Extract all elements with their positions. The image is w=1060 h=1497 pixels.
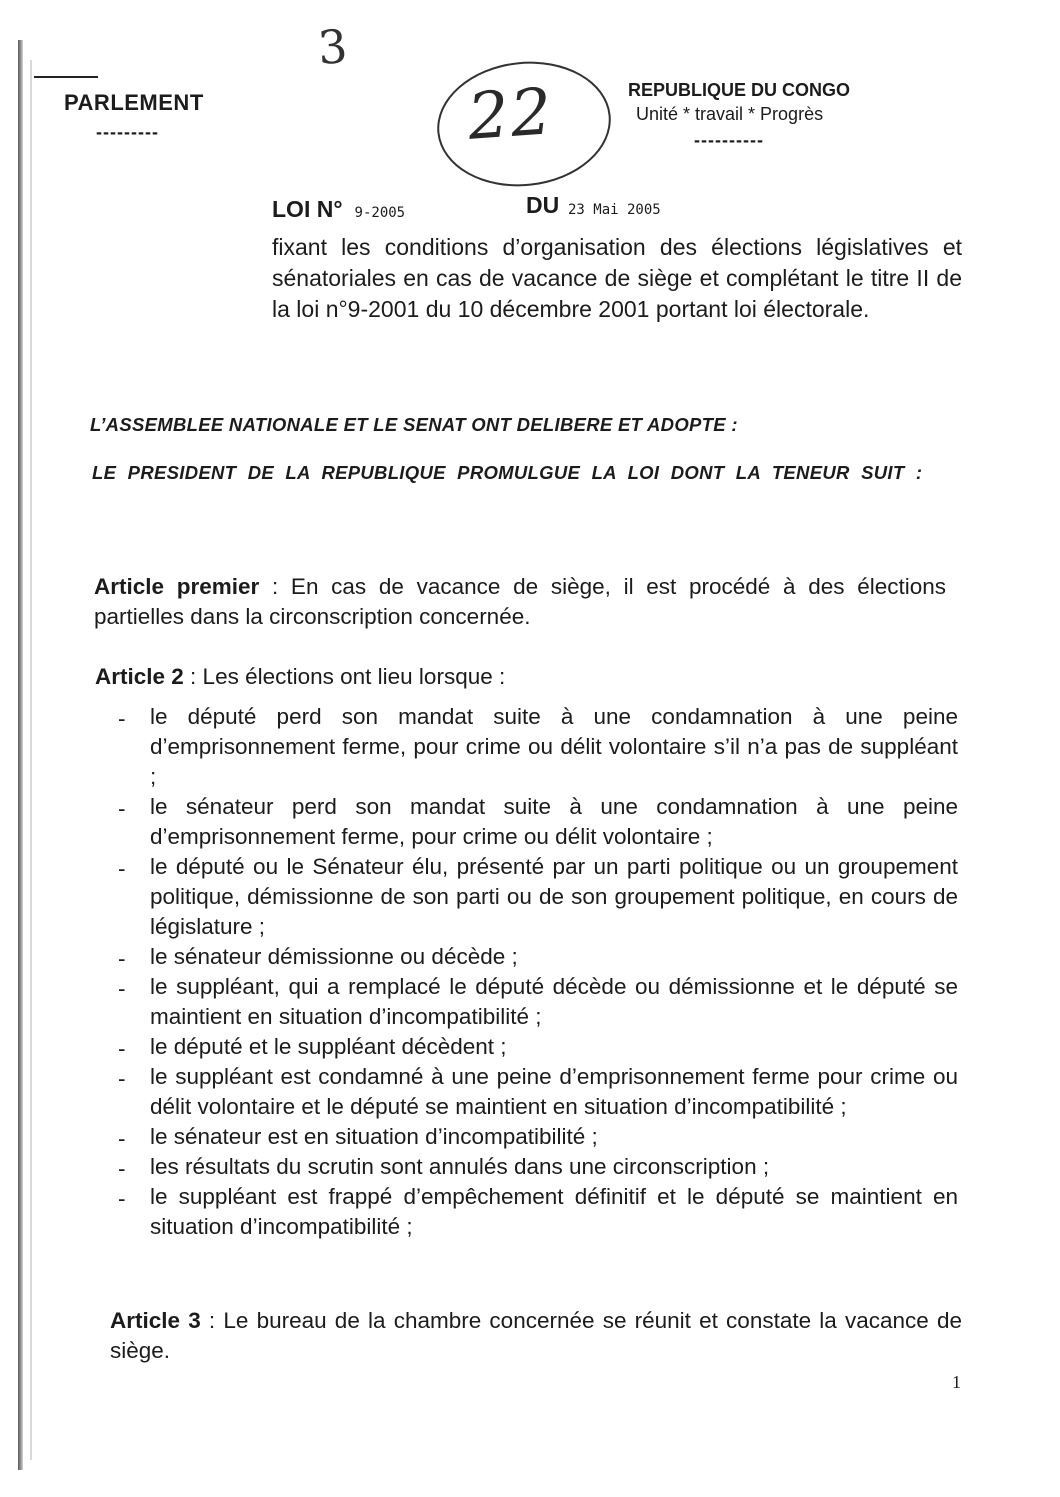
- list-item: - le député et le suppléant décèdent ;: [118, 1032, 958, 1062]
- loi-label: LOI N°: [272, 196, 343, 222]
- republic-motto: Unité * travail * Progrès: [636, 104, 824, 124]
- left-divider: ---------: [96, 122, 159, 142]
- preamble-line-1: L’ASSEMBLEE NATIONALE ET LE SENAT ONT DELIBERE ET ADOPTE :: [90, 414, 738, 435]
- list-item: - le suppléant est frappé d’empêchement définitif et le député se maintient en situation d’incompatibilité ;: [118, 1182, 958, 1242]
- list-item: - le sénateur est en situation d’incompatibilité ;: [118, 1122, 958, 1152]
- list-item: - le député perd son mandat suite à une condamnation à une peine d’emprisonnement ferme, pour crime ou délit volontaire s’il n’a pas de suppléant ;: [118, 702, 958, 792]
- article-2-list: [118, 702, 958, 1242]
- republic-heading: REPUBLIQUE DU CONGO: [628, 80, 851, 100]
- list-item: - le sénateur perd son mandat suite à une condamnation à une peine d’emprisonnement ferme, pour crime ou délit volontaire ;: [118, 792, 958, 852]
- scan-binding-edge: [18, 40, 23, 1470]
- page-number: 1: [952, 1372, 961, 1392]
- scan-binding-shadow: [30, 60, 32, 1460]
- parlement-heading: PARLEMENT: [64, 90, 204, 115]
- article-3: [110, 1306, 962, 1366]
- list-item: - le suppléant, qui a remplacé le député décède ou démissionne et le député se maintient en situation d’incompatibilité ;: [118, 972, 958, 1032]
- preamble-line-2: LE PRESIDENT DE LA REPUBLIQUE PROMULGUE LA LOI DONT LA TENEUR SUIT :: [92, 462, 923, 483]
- list-item: - le sénateur démissionne ou décède ;: [118, 942, 958, 972]
- handwritten-number: 3: [316, 19, 350, 75]
- list-item: - le député ou le Sénateur élu, présenté par un parti politique ou un groupement politique, démissionne de son parti ou de son groupement politique, en cours de législature ;: [118, 852, 958, 942]
- article-3-text: : Le bureau de la chambre concernée se réunit et constate la vacance de siège.: [110, 1308, 963, 1363]
- list-item: - le suppléant est condamné à une peine d’emprisonnement ferme pour crime ou délit volontaire et le député se maintient en situation d’incompatibilité ;: [118, 1062, 958, 1122]
- article-2-text: : Les élections ont lieu lorsque :: [183, 664, 506, 689]
- loi-number: 9-2005: [354, 205, 406, 221]
- law-reference: [272, 192, 661, 223]
- article-1-label: Article premier: [94, 574, 260, 599]
- article-1: [94, 572, 946, 632]
- du-label: DU: [526, 192, 560, 218]
- law-title: fixant les conditions d’organisation des élections législatives et sénatoriales en cas de vacance de siège et complétant le titre II de la loi n°9-2001 du 10 décembre 2001 portant loi électorale.: [272, 234, 962, 322]
- right-divider: ----------: [694, 130, 764, 150]
- law-date: 23 Mai 2005: [568, 202, 661, 218]
- list-item: - les résultats du scrutin sont annulés dans une circonscription ;: [118, 1152, 958, 1182]
- article-1-text: : En cas de vacance de siège, il est procédé à des élections partielles dans la circonscription concernée.: [94, 574, 946, 629]
- stamp-number: 22: [465, 75, 556, 155]
- article-3-label: Article 3: [110, 1308, 201, 1333]
- article-2-label: Article 2: [95, 664, 184, 689]
- top-rule: [34, 76, 98, 78]
- article-2: [95, 662, 947, 692]
